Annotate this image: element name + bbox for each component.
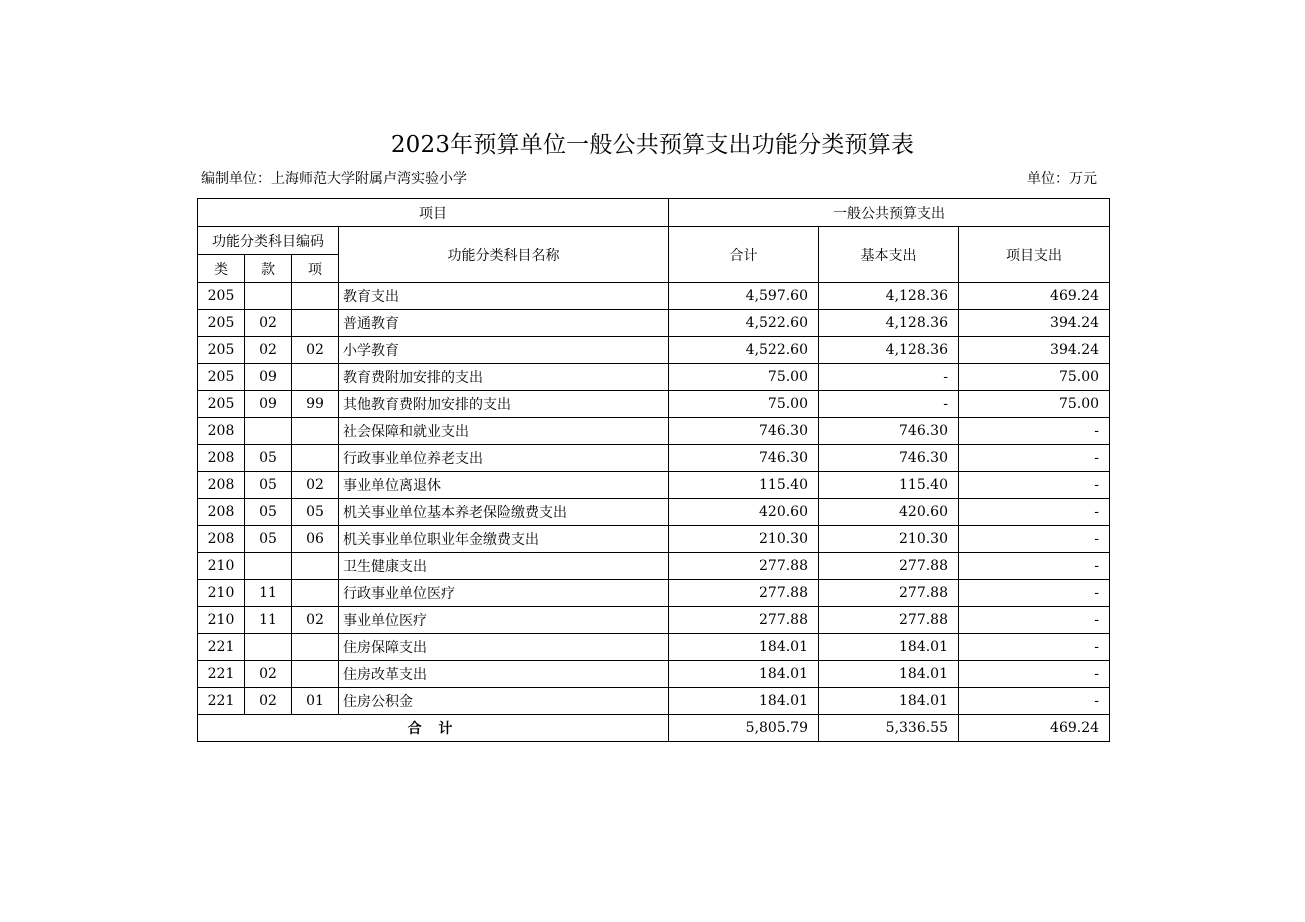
cell-total: 277.88 — [669, 607, 819, 634]
total-project: 469.24 — [959, 715, 1110, 742]
cell-basic: 184.01 — [819, 688, 959, 715]
cell-total: 184.01 — [669, 634, 819, 661]
table-row — [198, 526, 1110, 553]
total-row — [198, 715, 1110, 742]
cell-basic: 210.30 — [819, 526, 959, 553]
cell-total: 4,522.60 — [669, 310, 819, 337]
table-row — [198, 310, 1110, 337]
cell-xiang — [292, 310, 339, 337]
cell-total: 4,522.60 — [669, 337, 819, 364]
cell-lei: 205 — [198, 391, 245, 418]
header-project: 项目 — [198, 199, 669, 227]
cell-kuan — [245, 634, 292, 661]
compiling-unit: 编制单位：上海师范大学附属卢湾实验小学 — [201, 171, 467, 187]
table-row — [198, 499, 1110, 526]
cell-name: 住房公积金 — [339, 688, 669, 715]
cell-project: 394.24 — [959, 310, 1110, 337]
cell-project: - — [959, 634, 1110, 661]
cell-lei: 205 — [198, 337, 245, 364]
cell-lei: 221 — [198, 688, 245, 715]
cell-kuan: 02 — [245, 310, 292, 337]
cell-basic: 184.01 — [819, 634, 959, 661]
cell-basic: 277.88 — [819, 607, 959, 634]
cell-xiang — [292, 634, 339, 661]
cell-xiang: 02 — [292, 337, 339, 364]
cell-xiang — [292, 580, 339, 607]
cell-xiang: 02 — [292, 607, 339, 634]
cell-kuan: 09 — [245, 391, 292, 418]
cell-lei: 210 — [198, 580, 245, 607]
cell-basic: 4,128.36 — [819, 337, 959, 364]
cell-basic: 277.88 — [819, 580, 959, 607]
cell-kuan: 11 — [245, 607, 292, 634]
cell-project: - — [959, 661, 1110, 688]
cell-kuan — [245, 553, 292, 580]
total-label: 合 计 — [198, 715, 669, 742]
cell-name: 社会保障和就业支出 — [339, 418, 669, 445]
cell-xiang — [292, 445, 339, 472]
total-total: 5,805.79 — [669, 715, 819, 742]
cell-basic: 746.30 — [819, 445, 959, 472]
cell-name: 住房改革支出 — [339, 661, 669, 688]
cell-project: 469.24 — [959, 283, 1110, 310]
table-row — [198, 634, 1110, 661]
cell-xiang: 02 — [292, 472, 339, 499]
cell-project: 75.00 — [959, 391, 1110, 418]
cell-lei: 210 — [198, 553, 245, 580]
cell-kuan: 02 — [245, 337, 292, 364]
cell-name: 小学教育 — [339, 337, 669, 364]
cell-total: 746.30 — [669, 445, 819, 472]
cell-total: 75.00 — [669, 391, 819, 418]
cell-kuan — [245, 418, 292, 445]
cell-name: 机关事业单位职业年金缴费支出 — [339, 526, 669, 553]
header-project-expense: 项目支出 — [959, 227, 1110, 283]
cell-basic: - — [819, 391, 959, 418]
header-code-group: 功能分类科目编码 — [198, 227, 339, 255]
cell-lei: 208 — [198, 499, 245, 526]
budget-table — [197, 198, 1110, 742]
cell-lei: 205 — [198, 310, 245, 337]
cell-name: 事业单位离退休 — [339, 472, 669, 499]
cell-kuan: 05 — [245, 445, 292, 472]
table-row — [198, 391, 1110, 418]
header-row-2 — [198, 227, 1110, 255]
cell-kuan: 09 — [245, 364, 292, 391]
cell-total: 420.60 — [669, 499, 819, 526]
cell-total: 4,597.60 — [669, 283, 819, 310]
table-row — [198, 445, 1110, 472]
table-row — [198, 364, 1110, 391]
cell-project: - — [959, 688, 1110, 715]
cell-lei: 208 — [198, 472, 245, 499]
cell-xiang: 01 — [292, 688, 339, 715]
cell-basic: - — [819, 364, 959, 391]
table-row — [198, 580, 1110, 607]
cell-project: - — [959, 499, 1110, 526]
cell-total: 184.01 — [669, 688, 819, 715]
cell-name: 教育费附加安排的支出 — [339, 364, 669, 391]
cell-name: 行政事业单位养老支出 — [339, 445, 669, 472]
cell-project: - — [959, 418, 1110, 445]
cell-lei: 221 — [198, 634, 245, 661]
cell-basic: 184.01 — [819, 661, 959, 688]
header-xiang: 项 — [292, 255, 339, 283]
cell-total: 277.88 — [669, 553, 819, 580]
cell-name: 行政事业单位医疗 — [339, 580, 669, 607]
table-row — [198, 688, 1110, 715]
header-general-budget: 一般公共预算支出 — [669, 199, 1110, 227]
cell-xiang: 05 — [292, 499, 339, 526]
cell-project: - — [959, 553, 1110, 580]
cell-project: - — [959, 526, 1110, 553]
cell-project: - — [959, 445, 1110, 472]
cell-lei: 205 — [198, 283, 245, 310]
cell-total: 210.30 — [669, 526, 819, 553]
cell-total: 746.30 — [669, 418, 819, 445]
cell-basic: 277.88 — [819, 553, 959, 580]
cell-basic: 746.30 — [819, 418, 959, 445]
cell-xiang — [292, 418, 339, 445]
cell-name: 教育支出 — [339, 283, 669, 310]
cell-project: 75.00 — [959, 364, 1110, 391]
table-row — [198, 337, 1110, 364]
cell-lei: 208 — [198, 418, 245, 445]
header-kuan: 款 — [245, 255, 292, 283]
cell-project: - — [959, 607, 1110, 634]
cell-basic: 4,128.36 — [819, 310, 959, 337]
cell-kuan: 02 — [245, 688, 292, 715]
cell-xiang — [292, 553, 339, 580]
cell-kuan: 02 — [245, 661, 292, 688]
cell-kuan — [245, 283, 292, 310]
cell-name: 普通教育 — [339, 310, 669, 337]
cell-basic: 4,128.36 — [819, 283, 959, 310]
table-row — [198, 472, 1110, 499]
header-total: 合计 — [669, 227, 819, 283]
cell-lei: 205 — [198, 364, 245, 391]
cell-total: 277.88 — [669, 580, 819, 607]
cell-name: 卫生健康支出 — [339, 553, 669, 580]
currency-unit: 单位：万元 — [1027, 171, 1097, 187]
cell-lei: 208 — [198, 526, 245, 553]
header-lei: 类 — [198, 255, 245, 283]
cell-total: 75.00 — [669, 364, 819, 391]
cell-kuan: 05 — [245, 472, 292, 499]
cell-name: 事业单位医疗 — [339, 607, 669, 634]
cell-name: 其他教育费附加安排的支出 — [339, 391, 669, 418]
cell-lei: 210 — [198, 607, 245, 634]
cell-kuan: 11 — [245, 580, 292, 607]
cell-project: - — [959, 472, 1110, 499]
cell-lei: 221 — [198, 661, 245, 688]
cell-xiang — [292, 283, 339, 310]
cell-name: 机关事业单位基本养老保险缴费支出 — [339, 499, 669, 526]
cell-total: 115.40 — [669, 472, 819, 499]
table-row — [198, 418, 1110, 445]
cell-name: 住房保障支出 — [339, 634, 669, 661]
page-title: 2023年预算单位一般公共预算支出功能分类预算表 — [390, 132, 915, 158]
cell-project: 394.24 — [959, 337, 1110, 364]
cell-project: - — [959, 580, 1110, 607]
cell-kuan: 05 — [245, 526, 292, 553]
cell-xiang: 99 — [292, 391, 339, 418]
header-row-1 — [198, 199, 1110, 227]
table-row — [198, 661, 1110, 688]
cell-xiang: 06 — [292, 526, 339, 553]
table-row — [198, 283, 1110, 310]
total-basic: 5,336.55 — [819, 715, 959, 742]
cell-xiang — [292, 661, 339, 688]
table-row — [198, 607, 1110, 634]
cell-xiang — [292, 364, 339, 391]
cell-basic: 420.60 — [819, 499, 959, 526]
header-name: 功能分类科目名称 — [339, 227, 669, 283]
cell-basic: 115.40 — [819, 472, 959, 499]
cell-kuan: 05 — [245, 499, 292, 526]
cell-lei: 208 — [198, 445, 245, 472]
table-row — [198, 553, 1110, 580]
header-basic: 基本支出 — [819, 227, 959, 283]
cell-total: 184.01 — [669, 661, 819, 688]
